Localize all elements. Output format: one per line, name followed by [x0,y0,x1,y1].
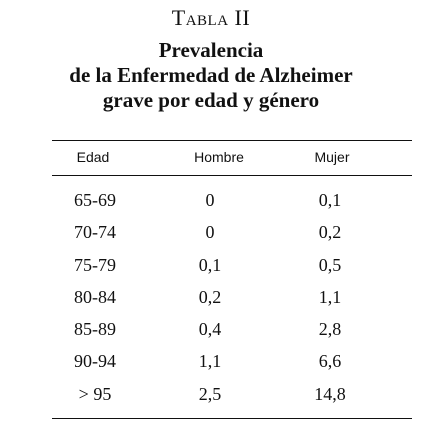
table-row [0,220,422,252]
cell-edad: 80-84 [74,286,116,307]
header-edad: Edad [76,149,110,165]
table-caption-text: Tabla II [171,5,251,30]
cell-edad: 70-74 [74,222,116,243]
cell-edad: > 95 [78,383,112,404]
cell-mujer: 1,1 [318,286,342,307]
cell-hombre: 0,4 [198,319,222,340]
table-title [0,38,422,113]
table-title-line-2: de la Enfermedad de Alzheimer [69,63,353,87]
cell-mujer: 2,8 [318,319,342,340]
table-title-line-1: Prevalencia [158,38,264,62]
table-top-rule [52,140,412,141]
cell-mujer: 14,8 [314,383,346,404]
cell-mujer: 6,6 [318,351,342,372]
table-caption [0,4,422,32]
cell-mujer: 0,5 [318,254,342,275]
cell-hombre: 0,2 [198,286,222,307]
cell-edad: 75-79 [74,254,116,275]
table-row [0,349,422,381]
header-mujer: Mujer [314,149,350,165]
cell-edad: 65-69 [74,190,116,210]
table-title-line-3: grave por edad y género [102,88,320,112]
cell-hombre: 1,1 [198,351,222,372]
cell-edad: 85-89 [74,319,116,340]
table-row [0,382,422,414]
table-bottom-rule [52,418,412,419]
cell-mujer: 0,2 [318,222,342,243]
cell-mujer: 0,1 [318,190,342,210]
table-row [0,188,422,220]
cell-edad: 90-94 [74,351,116,372]
table-row [0,317,422,349]
cell-hombre: 0,1 [198,254,222,275]
cell-hombre: 2,5 [198,383,222,404]
table-body [0,188,422,414]
cell-hombre: 0 [205,190,215,210]
cell-hombre: 0 [205,222,215,243]
table-row [0,253,422,285]
table-header-rule [52,175,412,176]
header-hombre: Hombre [194,149,244,165]
table-row [0,285,422,317]
